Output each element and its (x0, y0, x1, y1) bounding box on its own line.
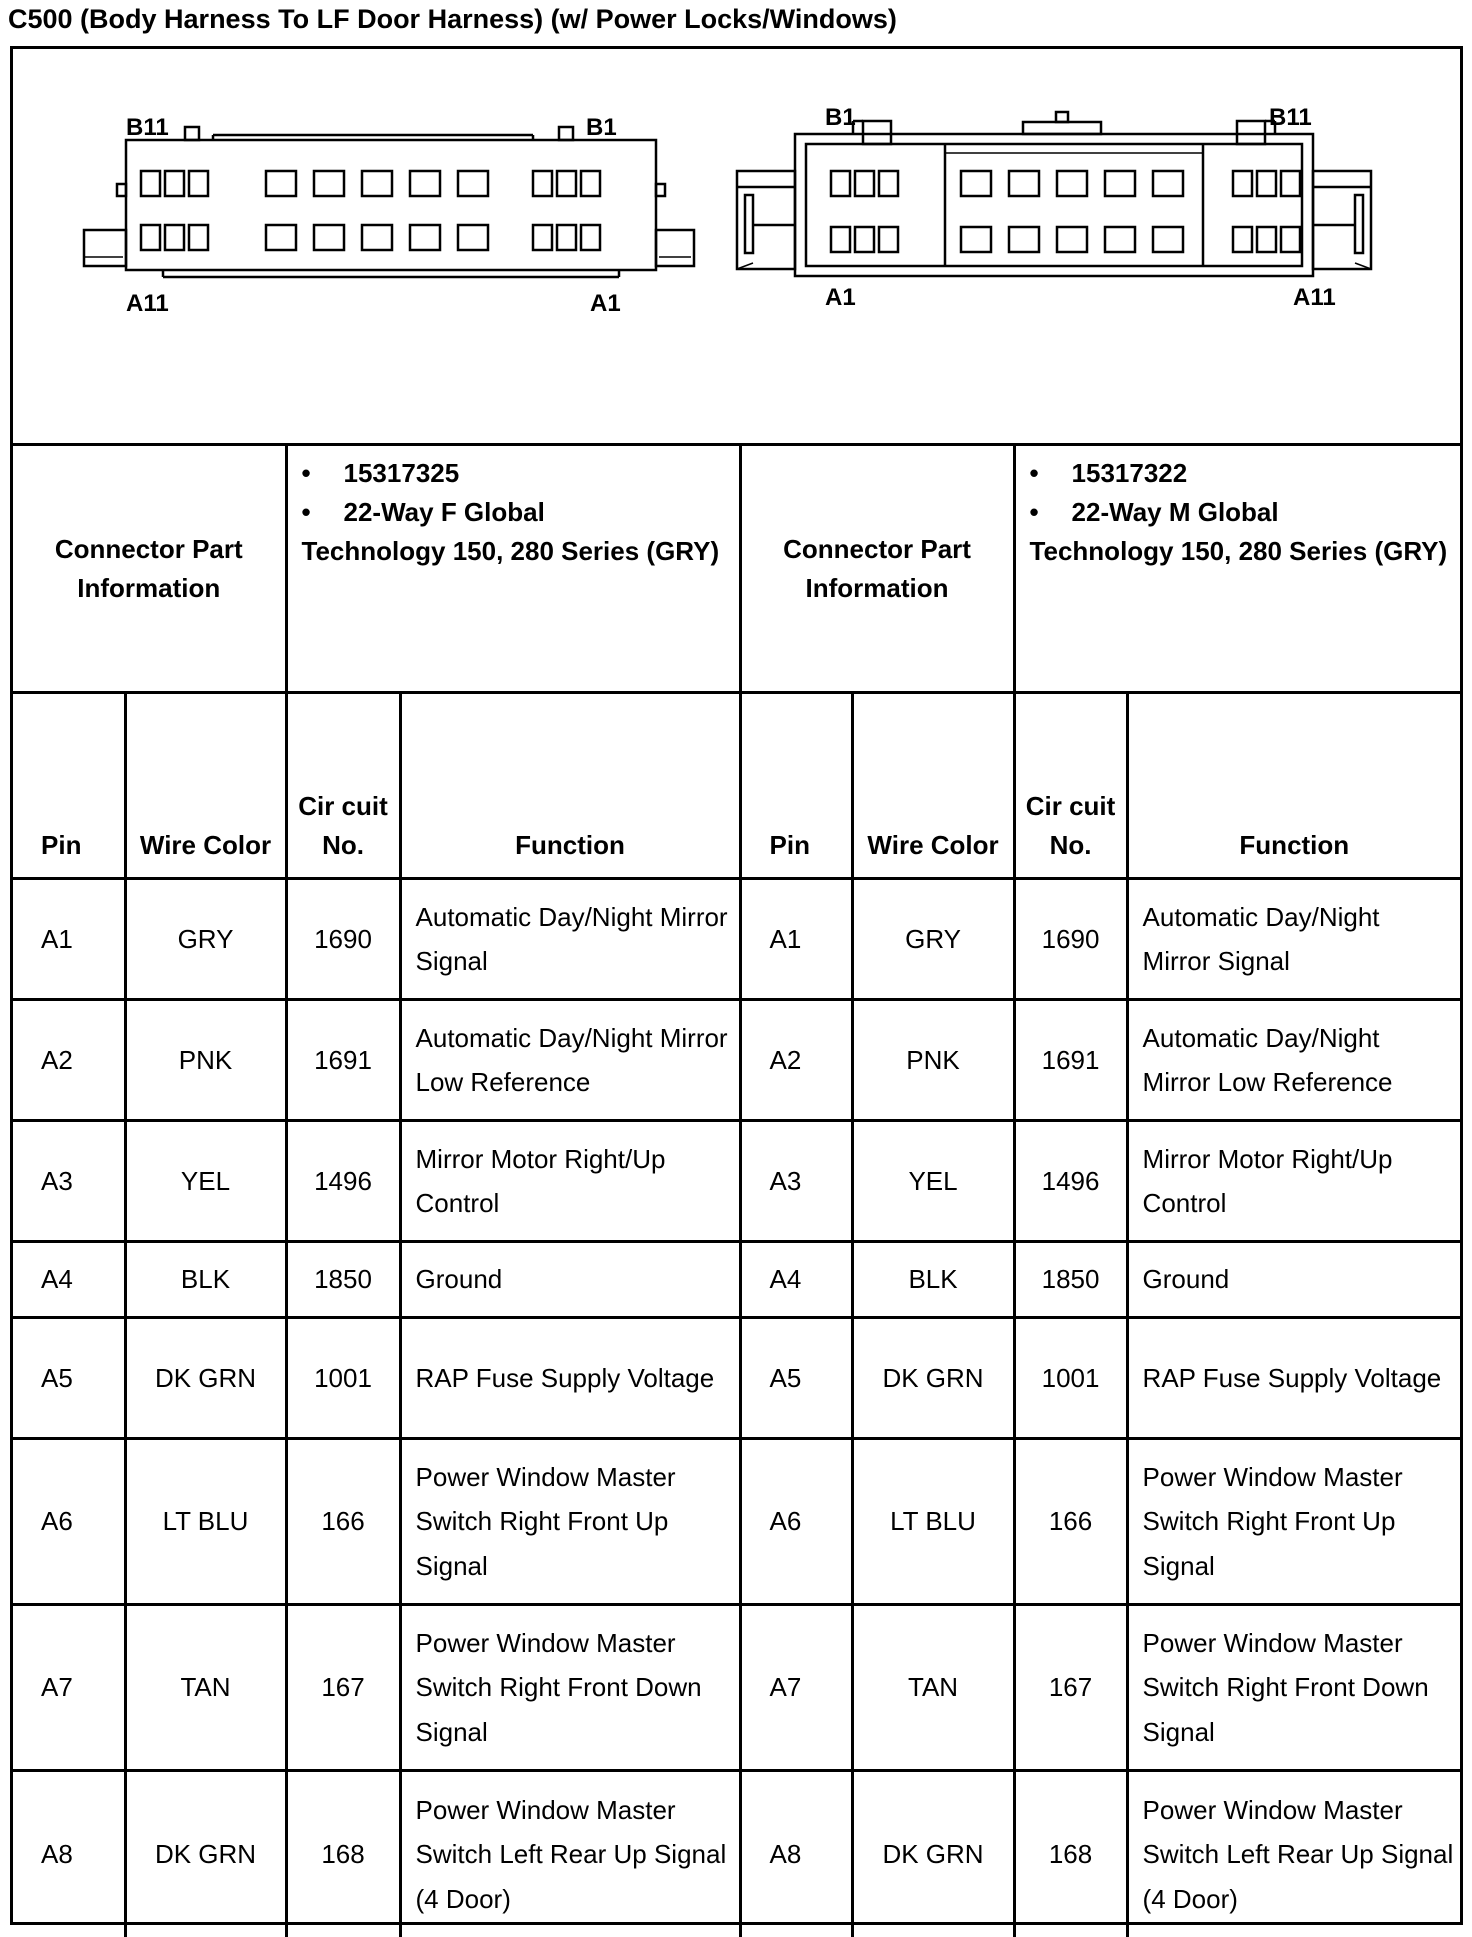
pin-cell: A2 (740, 1000, 852, 1121)
table-row (13, 1771, 1460, 1937)
function-cell: Automatic Day/Night Mirror Signal (400, 879, 740, 1000)
connector-info-value: • 15317322 • 22-Way M Global Technology 150, 280 Series (GRY) (1014, 445, 1460, 693)
connector-description-rest: Technology 150, 280 Series (GRY) (301, 536, 720, 566)
circuit-cell: 167 (286, 1605, 400, 1771)
pin-cell: A1 (13, 879, 125, 1000)
pin-label: B1 (825, 104, 856, 131)
function-cell: Ground (400, 1242, 740, 1318)
pin-cell: A2 (13, 1000, 125, 1121)
pin-label: A1 (825, 284, 856, 311)
circuit-cell: 1496 (1014, 1121, 1127, 1242)
connector-description-rest: Technology 150, 280 Series (GRY) (1029, 536, 1448, 566)
wire-color-cell: PNK (852, 1000, 1014, 1121)
function-cell: Automatic Day/Night Mirror Low Reference (1127, 1000, 1460, 1121)
connector-drawings (13, 49, 1460, 443)
pin-cell: A5 (13, 1318, 125, 1439)
connector-description: 22-Way F Global (343, 497, 545, 527)
connector-info-value: • 15317325 • 22-Way F Global Technology 150, 280 Series (GRY) (286, 445, 740, 693)
circuit-cell: 1690 (1014, 879, 1127, 1000)
table-row (13, 1242, 1460, 1318)
pin-cell: A5 (740, 1318, 852, 1439)
column-header-pin: Pin (740, 693, 852, 879)
circuit-cell: 166 (286, 1439, 400, 1605)
wire-color-cell: GRY (125, 879, 286, 1000)
part-number: 15317322 (1071, 458, 1188, 488)
wire-color-cell: TAN (125, 1605, 286, 1771)
function-cell: Power Window Master Switch Right Front Up Signal (1127, 1439, 1460, 1605)
wire-color-cell: DK GRN (852, 1771, 1014, 1937)
wire-color-cell: DK GRN (125, 1771, 286, 1937)
pin-cell: A7 (13, 1605, 125, 1771)
connector-info-label: Connector Part Information (740, 445, 1014, 693)
pin-cell: A7 (740, 1605, 852, 1771)
male-cavities-top (831, 171, 1300, 196)
circuit-cell: 168 (1014, 1771, 1127, 1937)
pin-cell: A3 (740, 1121, 852, 1242)
pin-cell: A6 (13, 1439, 125, 1605)
connector-diagram (13, 49, 1460, 443)
table-row (13, 1000, 1460, 1121)
function-cell: Power Window Master Switch Left Rear Up Signal (4 Door) (400, 1771, 740, 1937)
wire-color-cell: LT BLU (852, 1439, 1014, 1605)
male-connector-drawing (737, 112, 1371, 276)
pin-cell: A4 (13, 1242, 125, 1318)
circuit-cell: 166 (1014, 1439, 1127, 1605)
table-row (13, 1318, 1460, 1439)
wire-color-cell: GRY (852, 879, 1014, 1000)
column-header-function: Function (1127, 693, 1460, 879)
male-cavities-bottom (831, 227, 1300, 252)
function-cell: Power Window Master Switch Left Rear Up Signal (4 Door) (1127, 1771, 1460, 1937)
pinout-table (13, 443, 1460, 1937)
function-cell: Power Window Master Switch Right Front Down Signal (400, 1605, 740, 1771)
wire-color-cell: YEL (852, 1121, 1014, 1242)
pin-label: B1 (586, 114, 617, 141)
female-cavities-bottom (141, 225, 600, 250)
function-cell: Ground (1127, 1242, 1460, 1318)
function-cell: Power Window Master Switch Right Front Up Signal (400, 1439, 740, 1605)
function-cell: RAP Fuse Supply Voltage (400, 1318, 740, 1439)
female-cavities-top (141, 171, 600, 196)
table-row (13, 1121, 1460, 1242)
function-cell: Power Window Master Switch Right Front Down Signal (1127, 1605, 1460, 1771)
wire-color-cell: BLK (852, 1242, 1014, 1318)
column-header-circuit: Cir cuit No. (1014, 693, 1127, 879)
pin-label: B11 (1269, 104, 1312, 131)
pin-label: A11 (126, 290, 169, 317)
column-header-pin: Pin (13, 693, 125, 879)
column-header-function: Function (400, 693, 740, 879)
pin-cell: A8 (740, 1771, 852, 1937)
wire-color-cell: BLK (125, 1242, 286, 1318)
column-header-wire-color: Wire Color (852, 693, 1014, 879)
function-cell: Mirror Motor Right/Up Control (400, 1121, 740, 1242)
circuit-cell: 1850 (286, 1242, 400, 1318)
circuit-cell: 1691 (1014, 1000, 1127, 1121)
circuit-cell: 167 (1014, 1605, 1127, 1771)
column-header-circuit: Cir cuit No. (286, 693, 400, 879)
circuit-cell: 1496 (286, 1121, 400, 1242)
circuit-cell: 168 (286, 1771, 400, 1937)
circuit-cell: 1001 (286, 1318, 400, 1439)
wire-color-cell: DK GRN (852, 1318, 1014, 1439)
connector-info-label: Connector Part Information (13, 445, 286, 693)
part-number: 15317325 (343, 458, 460, 488)
pin-cell: A4 (740, 1242, 852, 1318)
function-cell: Mirror Motor Right/Up Control (1127, 1121, 1460, 1242)
connector-sheet (10, 46, 1463, 1925)
wire-color-cell: PNK (125, 1000, 286, 1121)
column-header-row (13, 693, 1460, 879)
pin-cell: A8 (13, 1771, 125, 1937)
connector-description: 22-Way M Global (1071, 497, 1279, 527)
circuit-cell: 1850 (1014, 1242, 1127, 1318)
circuit-cell: 1001 (1014, 1318, 1127, 1439)
wire-color-cell: DK GRN (125, 1318, 286, 1439)
pin-label: B11 (126, 114, 169, 141)
page-title: C500 (Body Harness To LF Door Harness) (w/ Power Locks/Windows) (8, 4, 897, 34)
function-cell: Automatic Day/Night Mirror Signal (1127, 879, 1460, 1000)
table-row (13, 1439, 1460, 1605)
circuit-cell: 1691 (286, 1000, 400, 1121)
pin-label: A11 (1293, 284, 1336, 311)
column-header-wire-color: Wire Color (125, 693, 286, 879)
pin-label: A1 (590, 290, 621, 317)
pin-cell: A1 (740, 879, 852, 1000)
function-cell: Automatic Day/Night Mirror Low Reference (400, 1000, 740, 1121)
wire-color-cell: TAN (852, 1605, 1014, 1771)
pin-cell: A3 (13, 1121, 125, 1242)
pin-cell: A6 (740, 1439, 852, 1605)
table-row (13, 1605, 1460, 1771)
table-row (13, 879, 1460, 1000)
wire-color-cell: YEL (125, 1121, 286, 1242)
connector-info-row (13, 445, 1460, 693)
wire-color-cell: LT BLU (125, 1439, 286, 1605)
female-connector-drawing (84, 127, 694, 277)
function-cell: RAP Fuse Supply Voltage (1127, 1318, 1460, 1439)
circuit-cell: 1690 (286, 879, 400, 1000)
